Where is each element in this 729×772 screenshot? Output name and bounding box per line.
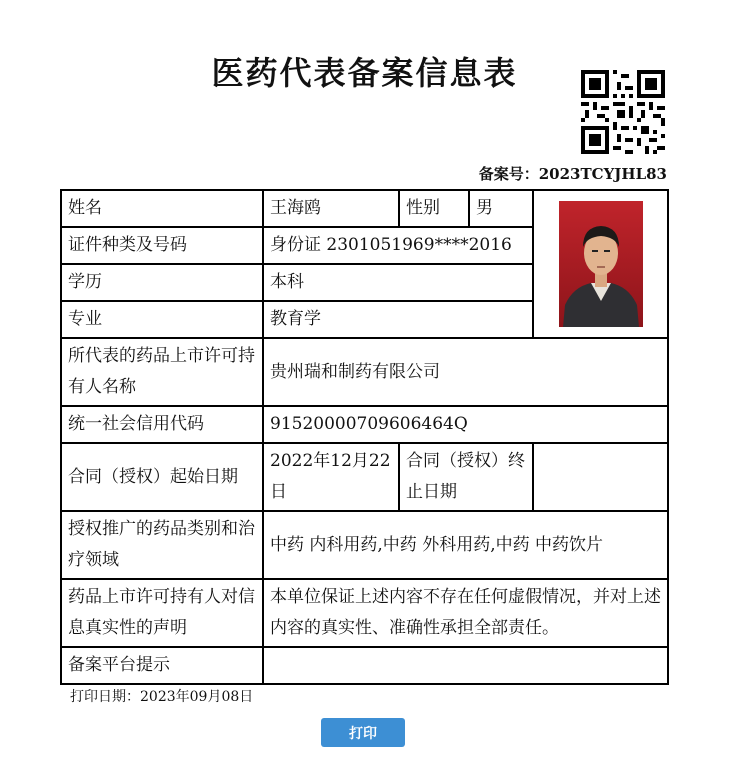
field-label: 合同（授权）起始日期: [61, 443, 263, 511]
field-value: 中药 内科用药,中药 外科用药,中药 中药饮片: [263, 511, 668, 579]
field-label: 学历: [61, 264, 263, 301]
field-value: 2022年12月22日: [263, 443, 399, 511]
field-value: [533, 443, 668, 511]
table-row: [61, 190, 668, 227]
field-label: 专业: [61, 301, 263, 338]
field-label: 性别: [399, 190, 469, 227]
print-date: 打印日期：2023年09月08日: [70, 689, 254, 705]
field-label: 所代表的药品上市许可持有人名称: [61, 338, 263, 406]
table-row: [61, 511, 668, 579]
info-table: [60, 189, 669, 685]
field-value: 男: [469, 190, 533, 227]
field-label: 合同（授权）终止日期: [399, 443, 533, 511]
registration-label: 备案号：: [478, 165, 539, 183]
field-value: 91520000709606464Q: [263, 406, 668, 443]
table-row: [61, 338, 668, 406]
field-value: 本科: [263, 264, 533, 301]
field-value: [263, 647, 668, 684]
qr-code: [581, 70, 665, 154]
field-value: 王海鸥: [263, 190, 399, 227]
portrait-photo: [559, 201, 643, 327]
field-value: 本单位保证上述内容不存在任何虚假情况，并对上述内容的真实性、准确性承担全部责任。: [263, 579, 668, 647]
field-label: 授权推广的药品类别和治疗领域: [61, 511, 263, 579]
registration-value: 2023TCYJHL83: [538, 165, 667, 183]
table-row: [61, 443, 668, 511]
field-label: 证件种类及号码: [61, 227, 263, 264]
field-value: 贵州瑞和制药有限公司: [263, 338, 668, 406]
registration-number: [479, 163, 667, 184]
field-value: 教育学: [263, 301, 533, 338]
table-row: [61, 406, 668, 443]
page-title: 医药代表备案信息表: [211, 54, 518, 92]
print-button[interactable]: 打印: [321, 718, 405, 747]
photo-cell: [533, 190, 668, 338]
field-label: 统一社会信用代码: [61, 406, 263, 443]
field-label: 姓名: [61, 190, 263, 227]
field-value: 身份证 2301051969****2016: [263, 227, 533, 264]
field-label: 备案平台提示: [61, 647, 263, 684]
table-row: [61, 647, 668, 684]
field-label: 药品上市许可持有人对信息真实性的声明: [61, 579, 263, 647]
table-row: [61, 579, 668, 647]
